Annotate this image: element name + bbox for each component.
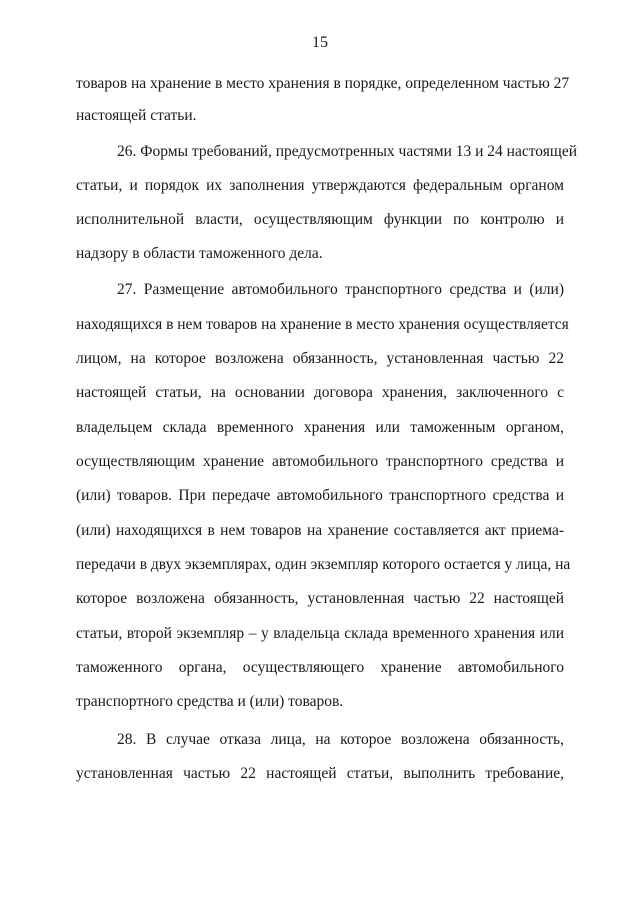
text-line: исполнительной власти, осуществляющим функции по контролю и <box>76 211 564 228</box>
text-line: таможенного органа, осуществляющего хранение автомобильного <box>76 659 564 676</box>
text-line: настоящей статьи, на основании договора хранения, заключенного с <box>76 384 564 401</box>
text-line: 28. В случае отказа лица, на которое возложена обязанность, <box>117 731 564 748</box>
text-line: надзору в области таможенного дела. <box>76 245 323 262</box>
text-line: транспортного средства и (или) товаров. <box>76 693 344 710</box>
text-line: статьи, и порядок их заполнения утверждаются федеральным органом <box>76 177 564 194</box>
text-line: статьи, второй экземпляр – у владельца склада временного хранения или <box>76 625 564 642</box>
text-line: 27. Размещение автомобильного транспортного средства и (или) <box>117 281 564 298</box>
text-line: находящихся в нем товаров на хранение в место хранения осуществляется <box>76 316 569 333</box>
text-line: товаров на хранение в место хранения в порядке, определенном частью 27 <box>76 75 570 92</box>
text-line: настоящей статьи. <box>76 107 197 124</box>
text-line: (или) находящихся в нем товаров на хранение составляется акт приема- <box>76 522 564 539</box>
text-line: которое возложена обязанность, установленная частью 22 настоящей <box>76 590 564 607</box>
page-number: 15 <box>312 34 328 51</box>
text-line: владельцем склада временного хранения или таможенным органом, <box>76 419 564 436</box>
text-line: осуществляющим хранение автомобильного транспортного средства и <box>76 453 564 470</box>
text-line: установленная частью 22 настоящей статьи, выполнить требование, <box>76 765 564 782</box>
text-line: 26. Формы требований, предусмотренных частями 13 и 24 настоящей <box>117 143 577 160</box>
text-line: передачи в двух экземплярах, один экземпляр которого остается у лица, на <box>76 556 571 573</box>
text-line: (или) товаров. При передаче автомобильного транспортного средства и <box>76 487 564 504</box>
text-line: лицом, на которое возложена обязанность, установленная частью 22 <box>76 350 564 367</box>
